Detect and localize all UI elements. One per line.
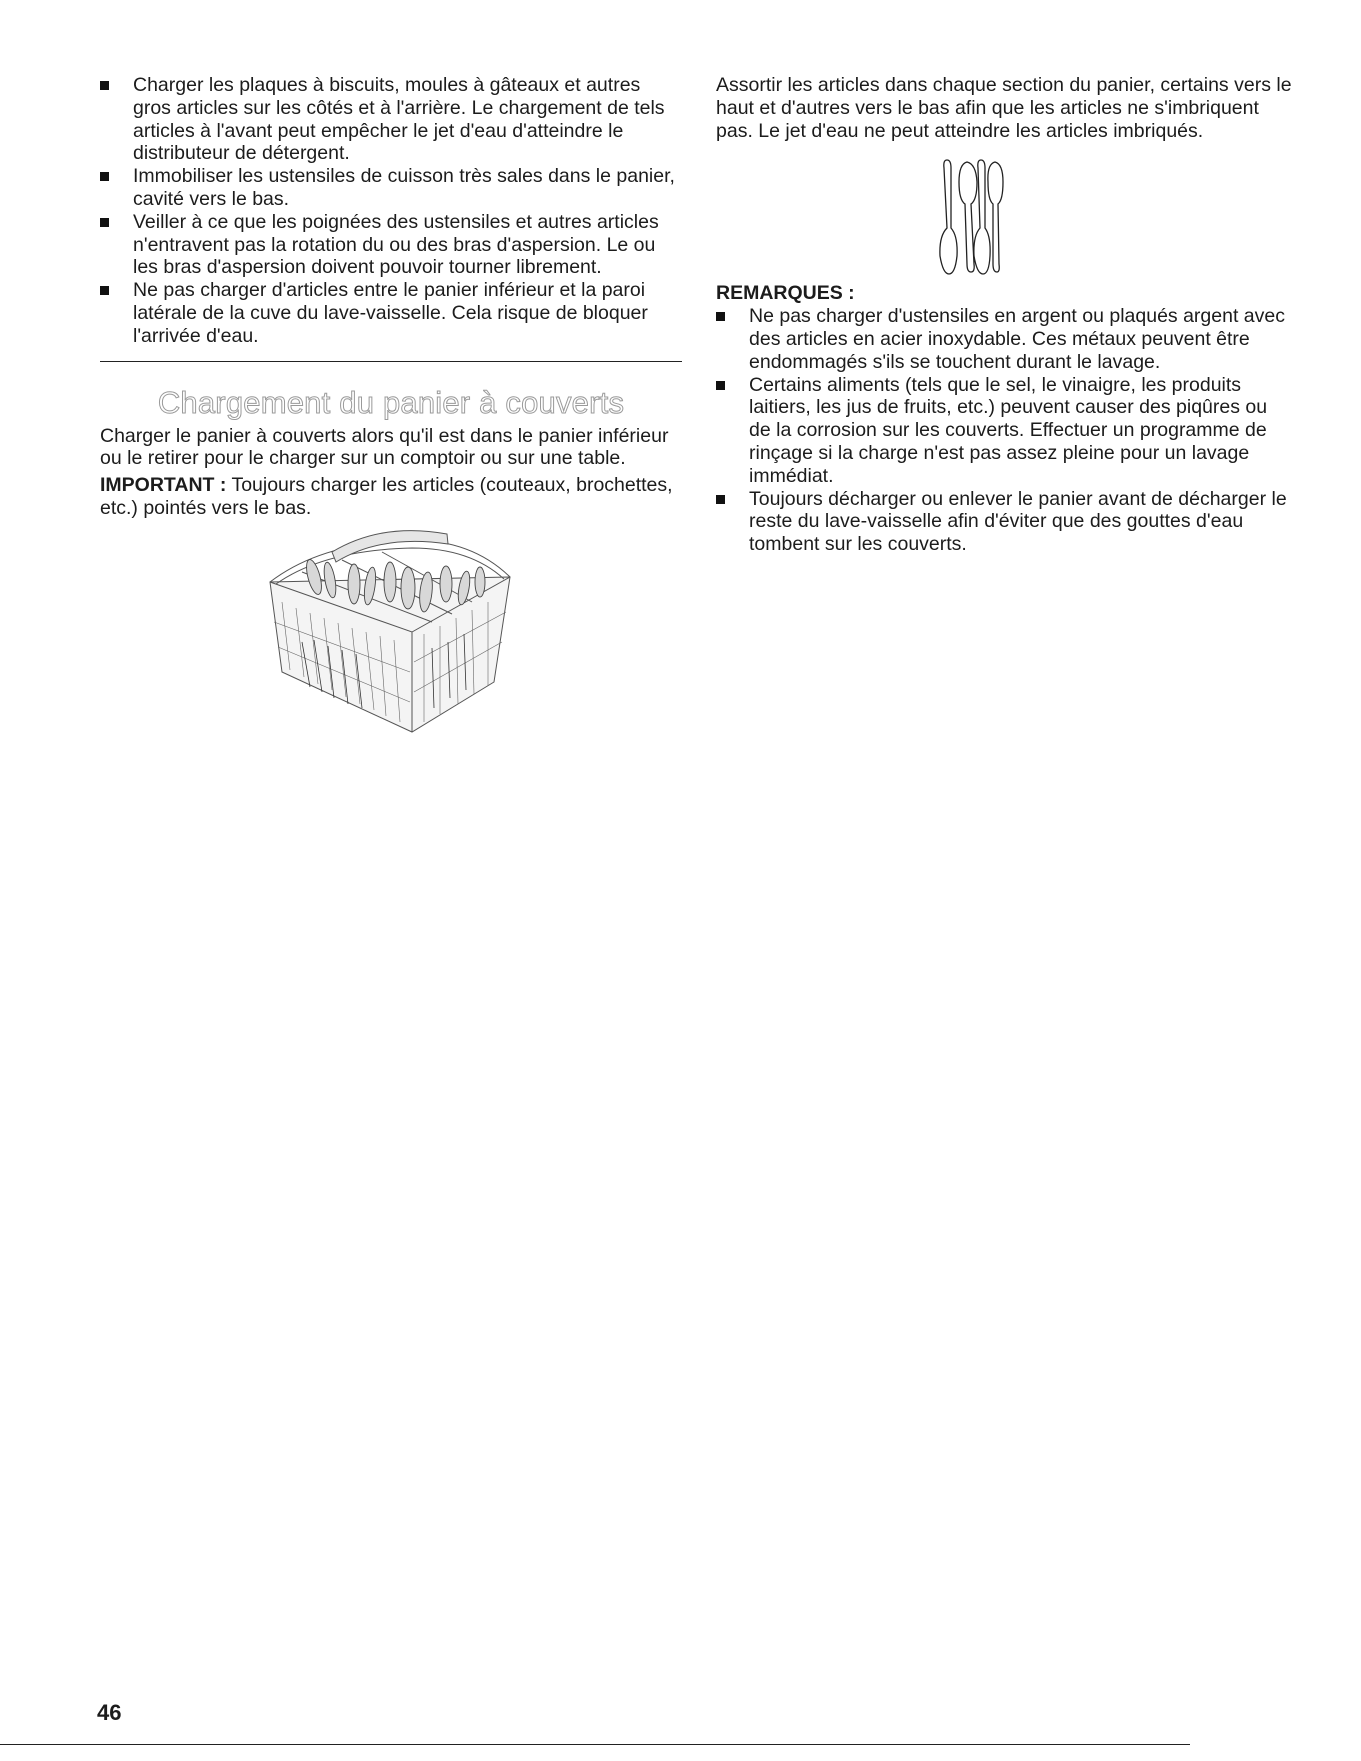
square-bullet-icon [100,218,109,227]
left-column [100,74,682,520]
important-note [100,474,682,520]
section-divider [100,361,682,362]
list-item: Ne pas charger d'ustensiles en argent ou plaqués argent avec des articles en acier inoxydable. Ces métaux peuvent être endommagés s'ils se touchent durant le lavage. [716,305,1294,373]
square-bullet-icon [100,172,109,181]
square-bullet-icon [716,381,725,390]
footer-rule [0,1744,1190,1745]
list-item: Veiller à ce que les poignées des ustensiles et autres articles n'entravent pas la rotation du ou des bras d'aspersion. Le ou les bras d'aspersion doivent pouvoir tourner librement. [100,211,682,279]
list-item: Certains aliments (tels que le sel, le vinaigre, les produits laitiers, les jus de fruits, etc.) peuvent causer des piqûres ou de la corrosion sur les couverts. Effectuer un programme de rinçage si la charge n'est pas assez pleine pour un lavage immédiat. [716,374,1294,488]
silverware-basket-illustration [262,522,514,737]
square-bullet-icon [100,81,109,90]
important-text: Toujours charger les articles (couteaux, brochettes, etc.) pointés vers le bas. [100,474,673,519]
square-bullet-icon [100,286,109,295]
notes-list [716,305,1294,556]
page-number: 46 [97,1700,122,1725]
loading-tips-list [100,74,682,348]
list-item: Charger les plaques à biscuits, moules à gâteaux et autres gros articles sur les côtés et à l'arrière. Le chargement de tels articles à l'avant peut empêcher le jet d'eau d'atteindre le distributeur de détergent. [100,74,682,165]
spoons-figure-spacer [716,142,1294,282]
list-item: Ne pas charger d'articles entre le panier inférieur et la paroi latérale de la cuve du lave-vaisselle. Cela risque de bloquer l'arrivée d'eau. [100,279,682,347]
square-bullet-icon [716,312,725,321]
right-column [716,74,1294,556]
basket-loading-paragraph: Charger le panier à couverts alors qu'il est dans le panier inférieur ou le retirer pour le charger sur un comptoir ou sur une table. [100,424,669,470]
list-item: Immobiliser les ustensiles de cuisson très sales dans le panier, cavité vers le bas. [100,165,682,211]
square-bullet-icon [716,495,725,504]
important-label: IMPORTANT : [100,474,227,497]
assortment-paragraph: Assortir les articles dans chaque section du panier, certains vers le haut et d'autres vers le bas afin que les articles ne s'imbriquent pas. Le jet d'eau ne peut atteindre les articles imbriqués. [716,74,1292,142]
nested-spoons-illustration [937,158,1005,276]
section-title: Chargement du panier à couverts [157,384,625,420]
notes-heading: REMARQUES : [716,282,855,305]
list-item: Toujours décharger ou enlever le panier avant de décharger le reste du lave-vaisselle afin d'éviter que des gouttes d'eau tombent sur les couverts. [716,488,1294,556]
